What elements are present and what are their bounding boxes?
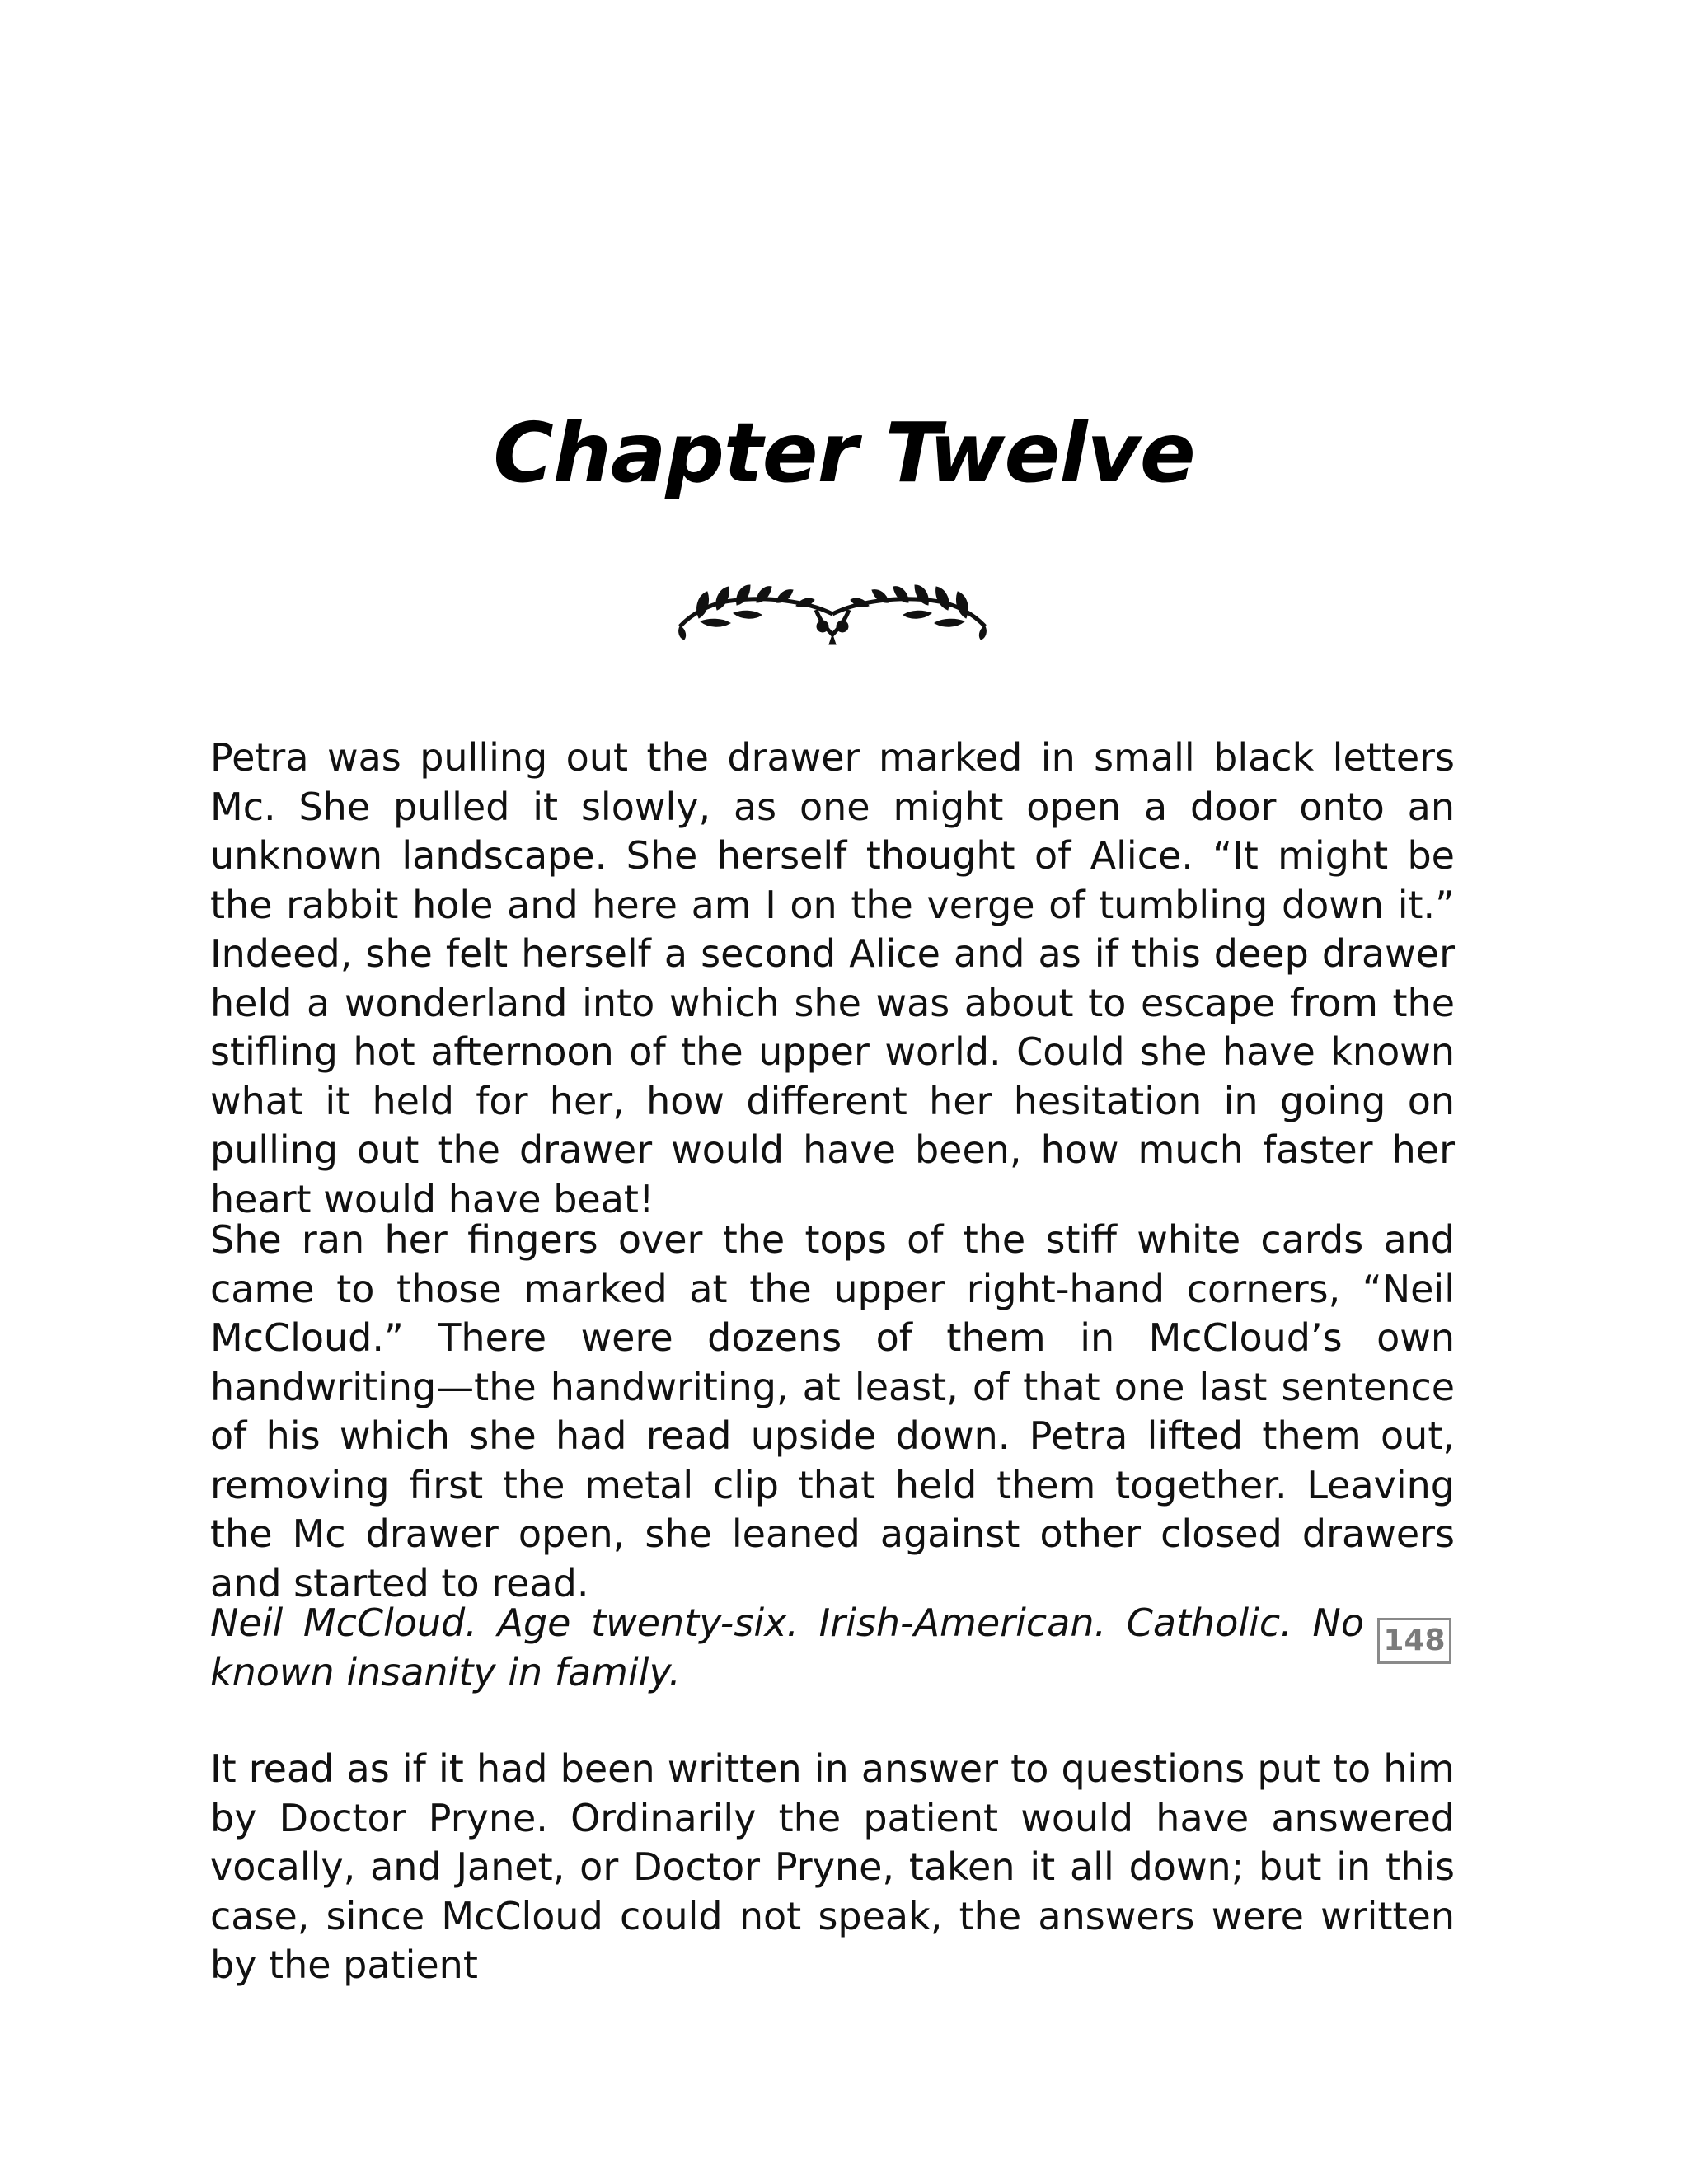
page-number: 148: [1377, 1618, 1451, 1664]
paragraph: She ran her fingers over the tops of the stiff white cards and came to those marked at the upper right-hand corners, “Neil McCloud.” There were dozens of them in McCloud’s own handwriting—the handwriting, at least, of that one last sentence of his which she had read upside down. Petra lifted them out, removing first the metal clip that held them together. Leaving the Mc drawer open, she leaned against other closed drawers and started to read.: [210, 1217, 1455, 1605]
paragraph: It read as if it had been written in answer to questions put to him by Doctor Pryne. Ordinarily the patient would have answered vocally, and Janet, or Doctor Pryne, taken it all down; but in this case, since McCloud could not speak, the answers were written by the patient: [210, 1746, 1455, 1987]
chapter-title: Chapter Twelve: [493, 405, 1195, 501]
case-note-paragraph: Neil McCloud. Age twenty-six. Irish-American. Catholic. No known insanity in family.: [210, 1601, 1364, 1694]
paragraph: Petra was pulling out the drawer marked in small black letters Mc. She pulled it slowly, as one might open a door onto an unknown landscape. She herself thought of Alice. “It might be the rabbit hole and here am I on the verge of tumbling down it.” Indeed, she felt herself a second Alice and as if this deep drawer held a wonderland into which she was about to escape from the stifling hot afternoon of the upper world. Could she have known what it held for her, how different her hesitation in going on pulling out the drawer would have been, how much faster her heart would have beat!: [210, 735, 1455, 1221]
fleuron-ornament-icon: [676, 577, 989, 651]
